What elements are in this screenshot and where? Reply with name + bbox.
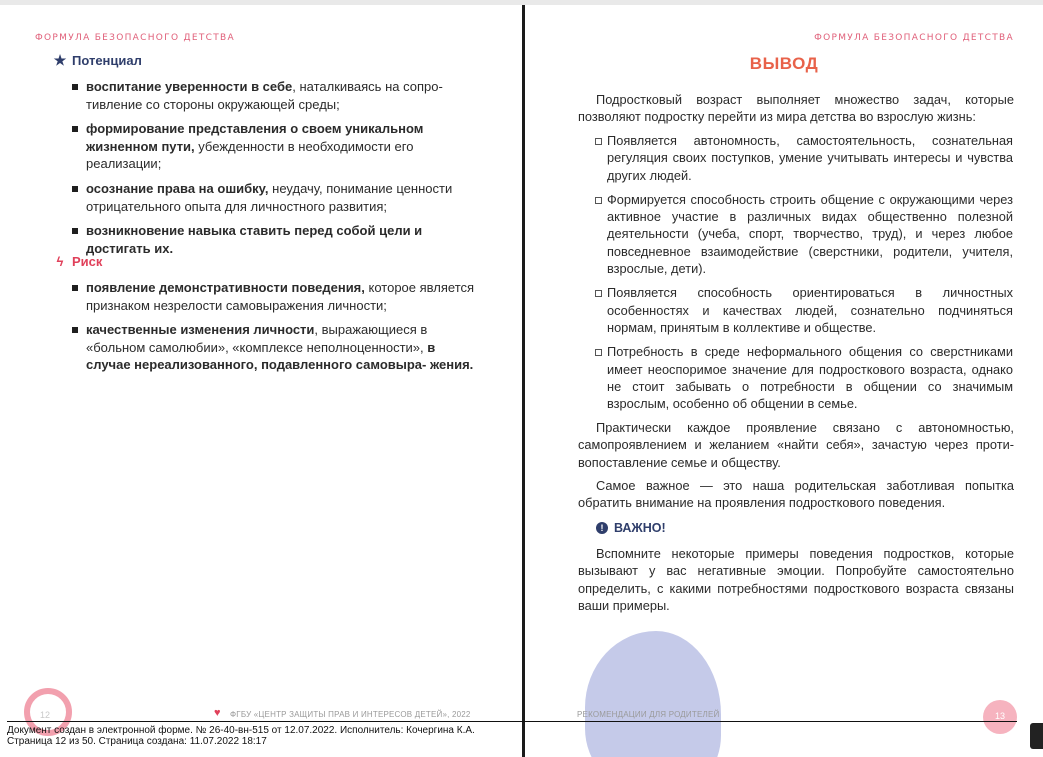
list-item: Потребность в среде неформального общения со сверстниками имеет неоспоримое значение для подросткового возраста, однако не стоит забывать о потребности в общении со значимым взрослым, особенно об общении в семье. — [595, 343, 1013, 412]
right-page — [525, 5, 1043, 757]
exclamation-icon: ! — [596, 522, 608, 534]
important-label: ВАЖНО! — [614, 521, 666, 535]
star-icon: ★ — [53, 52, 67, 68]
logo-heart-icon: ♥ — [214, 707, 221, 719]
intro-paragraph: Подростковый возраст выполняет множество задач, которые позволяют подростку перейти из мира детства во взрослую жизнь: — [578, 92, 1014, 125]
list-item: Появляется автономность, самостоятельность, сознательная регуляция своих поступков, умение учитывать интересы и чувства других людей. — [595, 132, 1013, 184]
list-item: возникновение навыка ставить перед собой цели и достигать их. — [72, 222, 482, 257]
list-item: осознание права на ошибку, неудачу, понимание ценности отрицательного опыта для личностного развития; — [72, 180, 482, 215]
running-head: ФОРМУЛА БЕЗОПАСНОГО ДЕТСТВА — [35, 33, 235, 43]
potential-heading — [52, 52, 142, 69]
emblem-icon — [1030, 723, 1043, 749]
list-item: Формируется способность строить общение с окружающими через активное участие в различных видах общественно полезной деятельности (учеба, спорт, творчество, труд), и через любое повседневное взаимодействие (сверстники, родители, учителя, взрослые, дети). — [595, 191, 1013, 277]
risk-title: Риск — [72, 254, 103, 269]
lightning-icon: ϟ — [56, 254, 64, 269]
left-page — [0, 5, 522, 757]
list-item: Появляется способность ориентироваться в личностных особенностях и качествах людей, сознательно подчиняться нормам, принятым в коллективе и обществе. — [595, 284, 1013, 336]
list-item: формирование представления о своем уникальном жизненном пути, убежденности в необходимости его реализации; — [72, 120, 482, 173]
running-head: ФОРМУЛА БЕЗОПАСНОГО ДЕТСТВА — [814, 33, 1014, 43]
document-spread — [0, 5, 1043, 757]
paragraph: Практически каждое проявление связано с автономностью, самопроявлением и желанием «найти себя», зачастую через проти- вопоставление семье и обществу. — [578, 420, 1014, 470]
footer-text: ФГБУ «ЦЕНТР ЗАЩИТЫ ПРАВ И ИНТЕРЕСОВ ДЕТЕЙ», 2022 — [230, 710, 471, 719]
stamp-line-2: Страница 12 из 50. Страница создана: 11.07.2022 18:17 — [7, 736, 267, 747]
page-title: ВЫВОД — [749, 54, 819, 73]
footer-text: РЕКОМЕНДАЦИИ ДЛЯ РОДИТЕЛЕЙ — [577, 710, 720, 719]
document-stamp — [7, 721, 1017, 747]
risk-list — [72, 279, 482, 381]
page-number: 13 — [994, 711, 1005, 721]
potential-list — [72, 78, 482, 264]
page-number: 12 — [40, 710, 51, 720]
list-item: качественные изменения личности, выражающиеся в «больном самолюбии», «комплексе неполноценности», в случае нереализованного, подавленного самовыра- жения. — [72, 321, 482, 374]
paragraph: Вспомните некоторые примеры поведения подростков, которые вызывают у вас негативные эмоции. Попробуйте самостоятельно определить, с какими потребностями подросткового возраста связаны ваши примеры. — [578, 546, 1014, 613]
risk-heading — [52, 254, 102, 269]
stamp-line-1: Документ создан в электронной форме. № 26-40-вн-515 от 12.07.2022. Исполнитель: Кочергина К.А. — [7, 725, 475, 736]
potential-title: Потенциал — [72, 53, 142, 68]
list-item: воспитание уверенности в себе, наталкиваясь на сопро- тивление со стороны окружающей среды; — [72, 78, 482, 113]
paragraph: Самое важное — это наша родительская заботливая попытка обратить внимание на проявления подросткового поведения. — [578, 478, 1014, 511]
conclusion-list — [595, 132, 1013, 419]
important-note — [596, 521, 666, 535]
list-item: появление демонстративности поведения, которое является признаком незрелости самовыражения личности; — [72, 279, 482, 314]
